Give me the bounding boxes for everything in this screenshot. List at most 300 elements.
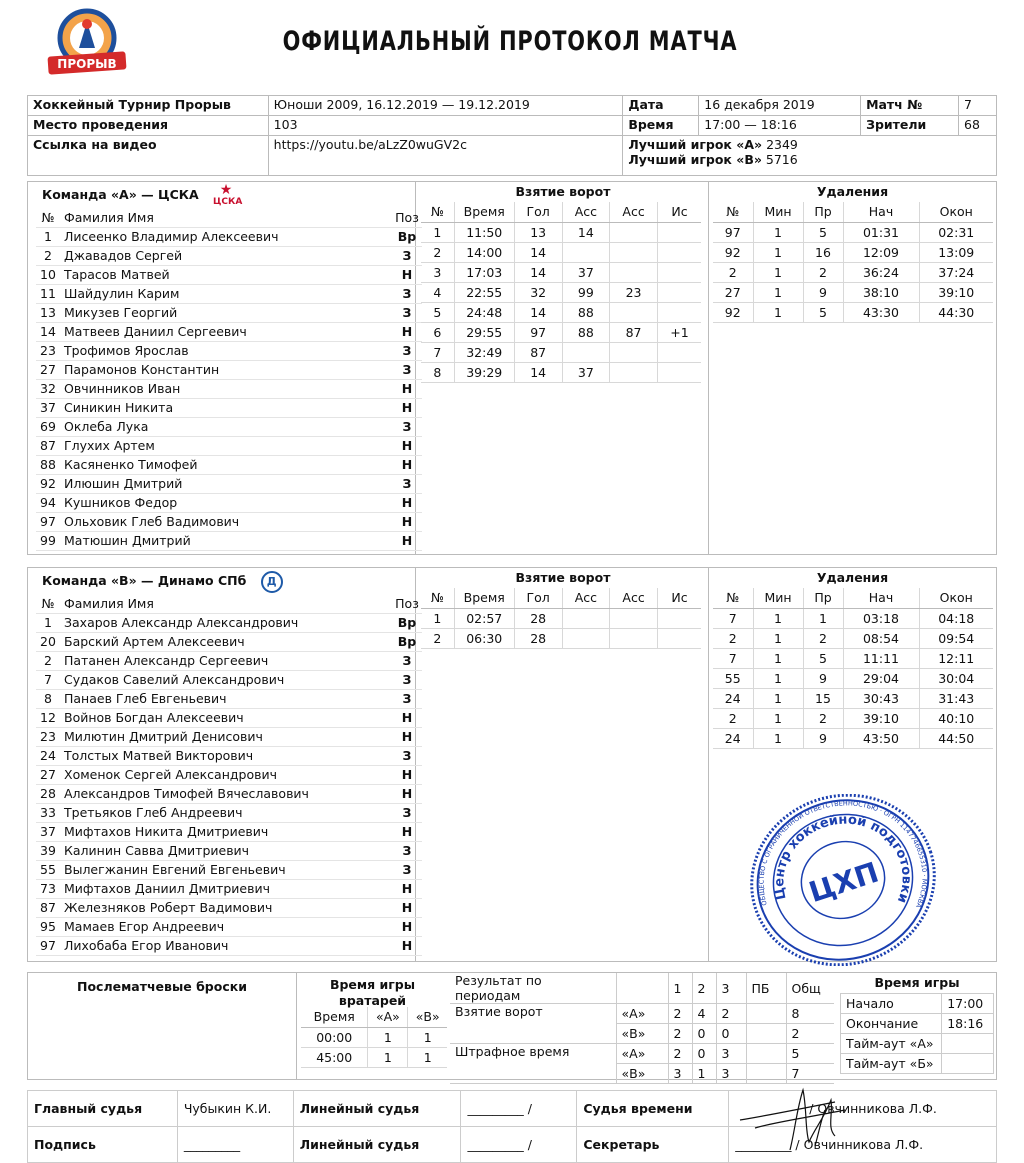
table-cell: 37	[562, 262, 610, 282]
table-cell: 29:04	[843, 668, 919, 688]
roster-row	[36, 879, 422, 898]
roster-row	[36, 670, 422, 689]
player-name: Микузев Георгий	[60, 303, 392, 322]
venue-label: Место проведения	[28, 116, 269, 136]
linesman-label: Линейный судья	[293, 1091, 461, 1127]
table-cell	[610, 302, 658, 322]
team-a-block	[27, 181, 997, 555]
period-value: 0	[692, 1024, 716, 1044]
roster-row	[36, 379, 422, 398]
roster-row	[36, 417, 422, 436]
table-cell: 1	[408, 1027, 447, 1047]
roster-row	[36, 398, 422, 417]
table-cell: 9	[803, 728, 843, 748]
goalie-time-row	[301, 1047, 447, 1067]
table-cell: 2	[713, 708, 753, 728]
table-cell: 1	[368, 1047, 408, 1067]
table-cell: 28	[514, 628, 562, 648]
table-cell: 40:10	[919, 708, 993, 728]
roster-row	[36, 632, 422, 651]
player-name: Шайдулин Карим	[60, 284, 392, 303]
player-name: Овчинников Иван	[60, 379, 392, 398]
player-position: Н	[392, 322, 422, 341]
period-value: 4	[692, 1004, 716, 1024]
cska-logo: ★ ЦСКА	[213, 181, 243, 207]
table-cell: 23	[610, 282, 658, 302]
goal-row	[421, 262, 701, 282]
table-cell: 1	[753, 608, 803, 628]
goalie-time-row	[301, 1027, 447, 1047]
svg-text:ПРОРЫВ: ПРОРЫВ	[57, 57, 117, 71]
period-value: 0	[692, 1044, 716, 1064]
table-cell: 99	[562, 282, 610, 302]
table-cell: 92	[713, 302, 753, 322]
player-name: Лисеенко Владимир Алексеевич	[60, 227, 392, 246]
roster-row	[36, 613, 422, 632]
linesman-value: _________ /	[461, 1091, 577, 1127]
player-number: 95	[36, 917, 60, 936]
table-cell: 88	[562, 322, 610, 342]
period-value	[746, 1044, 786, 1064]
goalie-time-title: Время игры вратарей	[329, 977, 416, 1008]
player-number: 27	[36, 360, 60, 379]
table-cell: 43:50	[843, 728, 919, 748]
player-number: 97	[36, 512, 60, 531]
player-number: 23	[36, 341, 60, 360]
table-cell	[562, 242, 610, 262]
table-cell: 12:09	[843, 242, 919, 262]
column-header: Асс	[610, 588, 658, 608]
player-number: 73	[36, 879, 60, 898]
player-position: З	[392, 341, 422, 360]
table-cell: 11:50	[454, 222, 514, 242]
table-cell: 1	[421, 608, 454, 628]
table-cell: 22:55	[454, 282, 514, 302]
head-ref-label: Главный судья	[28, 1091, 178, 1127]
game-time-value	[942, 1034, 994, 1054]
game-time-value: 18:16	[942, 1014, 994, 1034]
player-name: Ольховик Глеб Вадимович	[60, 512, 392, 531]
team-a-goals-title: Взятие ворот	[515, 184, 611, 199]
roster-row	[36, 360, 422, 379]
period-value: 8	[786, 1004, 834, 1024]
player-number: 69	[36, 417, 60, 436]
team-a-pen-table	[713, 202, 993, 323]
table-cell: 12:11	[919, 648, 993, 668]
table-cell	[610, 262, 658, 282]
table-cell: 1	[753, 688, 803, 708]
player-name: Лихобаба Егор Иванович	[60, 936, 392, 955]
table-cell: 14	[514, 302, 562, 322]
table-cell: 39:29	[454, 362, 514, 382]
goal-row	[421, 242, 701, 262]
table-cell: 38:10	[843, 282, 919, 302]
penalty-row	[713, 648, 993, 668]
svg-text:Центр хоккейной подготовки: Центр хоккейной подготовки	[772, 812, 914, 905]
column-header: Нач	[843, 588, 919, 608]
team-b-goals-title: Взятие ворот	[515, 570, 611, 585]
table-cell: 17:03	[454, 262, 514, 282]
timekeeper-label: Судья времени	[577, 1091, 729, 1127]
player-position: З	[392, 246, 422, 265]
player-name: Трофимов Ярослав	[60, 341, 392, 360]
roster-row	[36, 746, 422, 765]
team-b-goals-table	[421, 588, 701, 649]
table-cell: 2	[421, 242, 454, 262]
player-position: З	[392, 860, 422, 879]
table-cell	[657, 608, 701, 628]
table-cell: 02:31	[919, 222, 993, 242]
player-name: Александров Тимофей Вячеславович	[60, 784, 392, 803]
period-value: 0	[716, 1024, 746, 1044]
table-cell: 1	[753, 708, 803, 728]
player-number: 7	[36, 670, 60, 689]
team-a-pen-title: Удаления	[816, 184, 889, 199]
table-cell: 24	[713, 728, 753, 748]
table-cell: 00:00	[301, 1027, 368, 1047]
game-time-label: Тайм-аут «А»	[841, 1034, 942, 1054]
player-name: Судаков Савелий Александрович	[60, 670, 392, 689]
period-value: 3	[668, 1064, 692, 1084]
player-position: Н	[392, 379, 422, 398]
table-cell: 29:55	[454, 322, 514, 342]
player-number: 99	[36, 531, 60, 550]
table-cell: 37:24	[919, 262, 993, 282]
game-time-label: Окончание	[841, 1014, 942, 1034]
player-name: Вылегжанин Евгений Евгеньевич	[60, 860, 392, 879]
player-position: З	[392, 303, 422, 322]
time-value: 17:00 — 18:16	[699, 116, 861, 136]
player-position: Н	[392, 436, 422, 455]
player-position: Н	[392, 455, 422, 474]
roster-row	[36, 436, 422, 455]
column-header: Асс	[610, 202, 658, 222]
table-cell: 14	[562, 222, 610, 242]
table-cell: 7	[713, 648, 753, 668]
game-time-row	[841, 1054, 994, 1074]
linesman2-value: _________ /	[461, 1127, 577, 1163]
svg-text:ЦХП: ЦХП	[804, 855, 883, 910]
table-cell: 1	[753, 648, 803, 668]
goalie-time-table	[301, 1007, 447, 1068]
player-name: Войнов Богдан Алексеевич	[60, 708, 392, 727]
table-cell: 7	[713, 608, 753, 628]
roster-row	[36, 803, 422, 822]
table-cell: 55	[713, 668, 753, 688]
roster-row	[36, 284, 422, 303]
player-name: Патанен Александр Сергеевич	[60, 651, 392, 670]
team-b-roster	[28, 568, 419, 961]
best-players: Лучший игрок «А» 2349 Лучший игрок «В» 5716	[623, 136, 997, 176]
player-position: Вр	[392, 227, 422, 246]
table-cell: 1	[753, 728, 803, 748]
player-name: Матюшин Дмитрий	[60, 531, 392, 550]
player-position: Вр	[392, 613, 422, 632]
column-header: Мин	[753, 588, 803, 608]
table-cell: 03:18	[843, 608, 919, 628]
match-value: 7	[959, 96, 997, 116]
table-cell: 32	[514, 282, 562, 302]
game-time	[838, 973, 996, 1074]
match-label: Матч №	[861, 96, 959, 116]
table-cell: 14	[514, 262, 562, 282]
periods-title: Результат по периодам	[450, 973, 616, 1004]
table-cell	[657, 262, 701, 282]
period-row	[450, 1044, 834, 1064]
penalty-row	[713, 728, 993, 748]
table-cell: 1	[753, 282, 803, 302]
table-cell: 44:30	[919, 302, 993, 322]
period-value	[746, 1024, 786, 1044]
period-value: 2	[716, 1004, 746, 1024]
penalty-row	[713, 222, 993, 242]
roster-row	[36, 227, 422, 246]
game-time-row	[841, 1034, 994, 1054]
player-name: Мифтахов Никита Дмитриевич	[60, 822, 392, 841]
team-b-roster-table: № Фамилия Имя Поз 1 Захаров Александр Александрович Вр 20 Барский Артем Алексеевич Вр 2 Патанен Александр Сергеевич З 7 Судаков Савелий Александрович З 8 Панаев Глеб Евгеньевич З 12 Войнов Богдан Алексеевич Н 23 Милютин Дмитрий Денисович Н 24 Толстых Матвей Викторович З 27 Хоменок Сергей Александрович Н 28 Александров Тимофей Вячеславович Н 33 Третьяков Глеб Андреевич З 37 Мифтахов Никита Дмитриевич Н 39 Калинин Савва Дмитриевич З 55 Вылегжанин Евгений Евгеньевич З 73 Мифтахов Даниил Дмитриевич Н 87 Железняков Роберт Вадимович Н 95 Мамаев Егор Андреевич Н 97 Лихобаба Егор Иванович Н	[36, 594, 422, 956]
roster-row	[36, 303, 422, 322]
player-number: 88	[36, 455, 60, 474]
player-position: Н	[392, 898, 422, 917]
player-position: З	[392, 360, 422, 379]
penalty-row	[713, 668, 993, 688]
table-cell: 2	[421, 628, 454, 648]
period-row	[450, 1004, 834, 1024]
secretary-label: Секретарь	[577, 1127, 729, 1163]
table-cell: 1	[368, 1027, 408, 1047]
table-cell	[610, 608, 658, 628]
team-a-roster	[28, 181, 419, 554]
penalty-row	[713, 242, 993, 262]
player-position: Н	[392, 784, 422, 803]
player-position: З	[392, 284, 422, 303]
table-cell: 5	[803, 648, 843, 668]
table-cell: 1	[408, 1047, 447, 1067]
player-number: 10	[36, 265, 60, 284]
column-header: Время	[454, 588, 514, 608]
roster-row	[36, 708, 422, 727]
column-header: Пр	[803, 588, 843, 608]
table-cell	[610, 628, 658, 648]
page-title: ОФИЦИАЛЬНЫЙ ПРОТОКОЛ МАТЧА	[282, 26, 738, 57]
player-number: 1	[36, 227, 60, 246]
period-team: «А»	[616, 1004, 668, 1024]
signature-label: Подпись	[28, 1127, 178, 1163]
player-number: 27	[36, 765, 60, 784]
player-number: 13	[36, 303, 60, 322]
table-cell	[657, 282, 701, 302]
period-value: 3	[716, 1044, 746, 1064]
period-results-table: Результат по периодам 1 2 3 ПБ Общ Взятие ворот «А» 2 4 2 8 «В» 2 0 0 2 Штрафное время «А» 2 0 3 5 «В» 3 1 3 7	[450, 973, 834, 1084]
player-position: Вр	[392, 632, 422, 651]
table-cell: 11:11	[843, 648, 919, 668]
table-cell: 9	[803, 282, 843, 302]
roster-row	[36, 917, 422, 936]
shootout-title: Послематчевые броски	[76, 979, 247, 994]
goal-row	[421, 608, 701, 628]
table-cell: 37	[562, 362, 610, 382]
player-number: 12	[36, 708, 60, 727]
column-header: Асс	[562, 588, 610, 608]
column-header: Гол	[514, 588, 562, 608]
penalty-row	[713, 302, 993, 322]
penalty-row	[713, 708, 993, 728]
table-cell: 4	[421, 282, 454, 302]
player-number: 92	[36, 474, 60, 493]
player-name: Милютин Дмитрий Денисович	[60, 727, 392, 746]
player-name: Мифтахов Даниил Дмитриевич	[60, 879, 392, 898]
table-cell: 1	[753, 242, 803, 262]
player-name: Железняков Роберт Вадимович	[60, 898, 392, 917]
goalie-time	[296, 973, 448, 1079]
player-name: Парамонов Константин	[60, 360, 392, 379]
team-a-goals	[421, 182, 705, 383]
player-name: Хоменок Сергей Александрович	[60, 765, 392, 784]
signature-scribble	[735, 1080, 865, 1160]
table-cell: 97	[713, 222, 753, 242]
player-position: Н	[392, 917, 422, 936]
player-number: 33	[36, 803, 60, 822]
roster-row	[36, 531, 422, 550]
game-time-table	[840, 993, 994, 1074]
table-cell: 3	[421, 262, 454, 282]
player-name: Толстых Матвей Викторович	[60, 746, 392, 765]
player-name: Тарасов Матвей	[60, 265, 392, 284]
table-cell: 30:43	[843, 688, 919, 708]
video-label: Ссылка на видео	[28, 136, 269, 176]
roster-row	[36, 784, 422, 803]
player-name: Оклеба Лука	[60, 417, 392, 436]
table-cell: 2	[803, 262, 843, 282]
table-cell: 43:30	[843, 302, 919, 322]
player-number: 28	[36, 784, 60, 803]
roster-row	[36, 651, 422, 670]
player-position: Н	[392, 879, 422, 898]
player-position: З	[392, 474, 422, 493]
player-name: Мамаев Егор Андреевич	[60, 917, 392, 936]
table-cell: 5	[421, 302, 454, 322]
table-cell: +1	[657, 322, 701, 342]
penalty-row	[713, 688, 993, 708]
table-cell: 1	[753, 628, 803, 648]
player-position: Н	[392, 265, 422, 284]
table-cell: 87	[514, 342, 562, 362]
secretary-value: _________ / Овчинникова Л.Ф.	[729, 1127, 997, 1163]
player-name: Кушников Федор	[60, 493, 392, 512]
period-row-label: Штрафное время	[450, 1044, 616, 1084]
game-time-row	[841, 1014, 994, 1034]
table-cell: 6	[421, 322, 454, 342]
penalty-row	[713, 628, 993, 648]
table-cell: 28	[514, 608, 562, 628]
table-cell: 36:24	[843, 262, 919, 282]
official-stamp	[748, 794, 938, 966]
player-position: Н	[392, 727, 422, 746]
roster-row	[36, 936, 422, 955]
table-cell	[657, 242, 701, 262]
player-name: Матвеев Даниил Сергеевич	[60, 322, 392, 341]
period-value	[746, 1004, 786, 1024]
period-row-label: Взятие ворот	[450, 1004, 616, 1044]
table-cell	[562, 608, 610, 628]
date-label: Дата	[623, 96, 699, 116]
column-header: «А»	[368, 1007, 408, 1027]
table-cell: 5	[803, 302, 843, 322]
game-time-label: Начало	[841, 994, 942, 1014]
player-position: З	[392, 803, 422, 822]
team-b-pen-title: Удаления	[816, 570, 889, 585]
penalty-row	[713, 282, 993, 302]
player-position: Н	[392, 765, 422, 784]
video-link[interactable]: https://youtu.be/aLzZ0wuGV2c	[268, 136, 623, 176]
match-info-table	[27, 95, 997, 176]
player-number: 32	[36, 379, 60, 398]
game-time-value: 17:00	[942, 994, 994, 1014]
column-header: Окон	[919, 588, 993, 608]
tournament-logo	[44, 8, 130, 78]
table-cell: 8	[421, 362, 454, 382]
time-label: Время	[623, 116, 699, 136]
penalty-row	[713, 262, 993, 282]
period-value: 3	[716, 1064, 746, 1084]
roster-row	[36, 493, 422, 512]
table-cell: 2	[713, 628, 753, 648]
team-a-goals-table	[421, 202, 701, 383]
period-value: 2	[668, 1044, 692, 1064]
table-cell: 45:00	[301, 1047, 368, 1067]
table-cell: 87	[610, 322, 658, 342]
team-a-title: Команда «А» — ЦСКА ★ ЦСКА	[42, 181, 243, 207]
venue-value: 103	[268, 116, 623, 136]
player-position: З	[392, 670, 422, 689]
roster-row	[36, 822, 422, 841]
table-cell: 08:54	[843, 628, 919, 648]
table-cell: 1	[421, 222, 454, 242]
table-cell: 88	[562, 302, 610, 322]
table-cell: 39:10	[919, 282, 993, 302]
team-b-goals	[421, 568, 705, 649]
period-value: 5	[786, 1044, 834, 1064]
column-header: №	[421, 588, 454, 608]
table-cell: 1	[753, 668, 803, 688]
table-cell: 01:31	[843, 222, 919, 242]
column-header: Окон	[919, 202, 993, 222]
player-number: 8	[36, 689, 60, 708]
game-time-title: Время игры	[874, 975, 960, 990]
table-cell: 1	[753, 302, 803, 322]
player-number: 87	[36, 436, 60, 455]
table-cell	[657, 222, 701, 242]
table-cell: 06:30	[454, 628, 514, 648]
player-number: 87	[36, 898, 60, 917]
roster-row	[36, 246, 422, 265]
tournament-label: Хоккейный Турнир Прорыв	[28, 96, 269, 116]
column-header: Мин	[753, 202, 803, 222]
roster-row	[36, 898, 422, 917]
column-header: «В»	[408, 1007, 447, 1027]
table-cell	[657, 302, 701, 322]
player-name: Барский Артем Алексеевич	[60, 632, 392, 651]
period-value: 2	[786, 1024, 834, 1044]
roster-row	[36, 265, 422, 284]
player-number: 39	[36, 841, 60, 860]
player-name: Касяненко Тимофей	[60, 455, 392, 474]
period-value: 1	[692, 1064, 716, 1084]
column-header: Нач	[843, 202, 919, 222]
table-cell	[610, 222, 658, 242]
player-number: 37	[36, 822, 60, 841]
player-name: Третьяков Глеб Андреевич	[60, 803, 392, 822]
